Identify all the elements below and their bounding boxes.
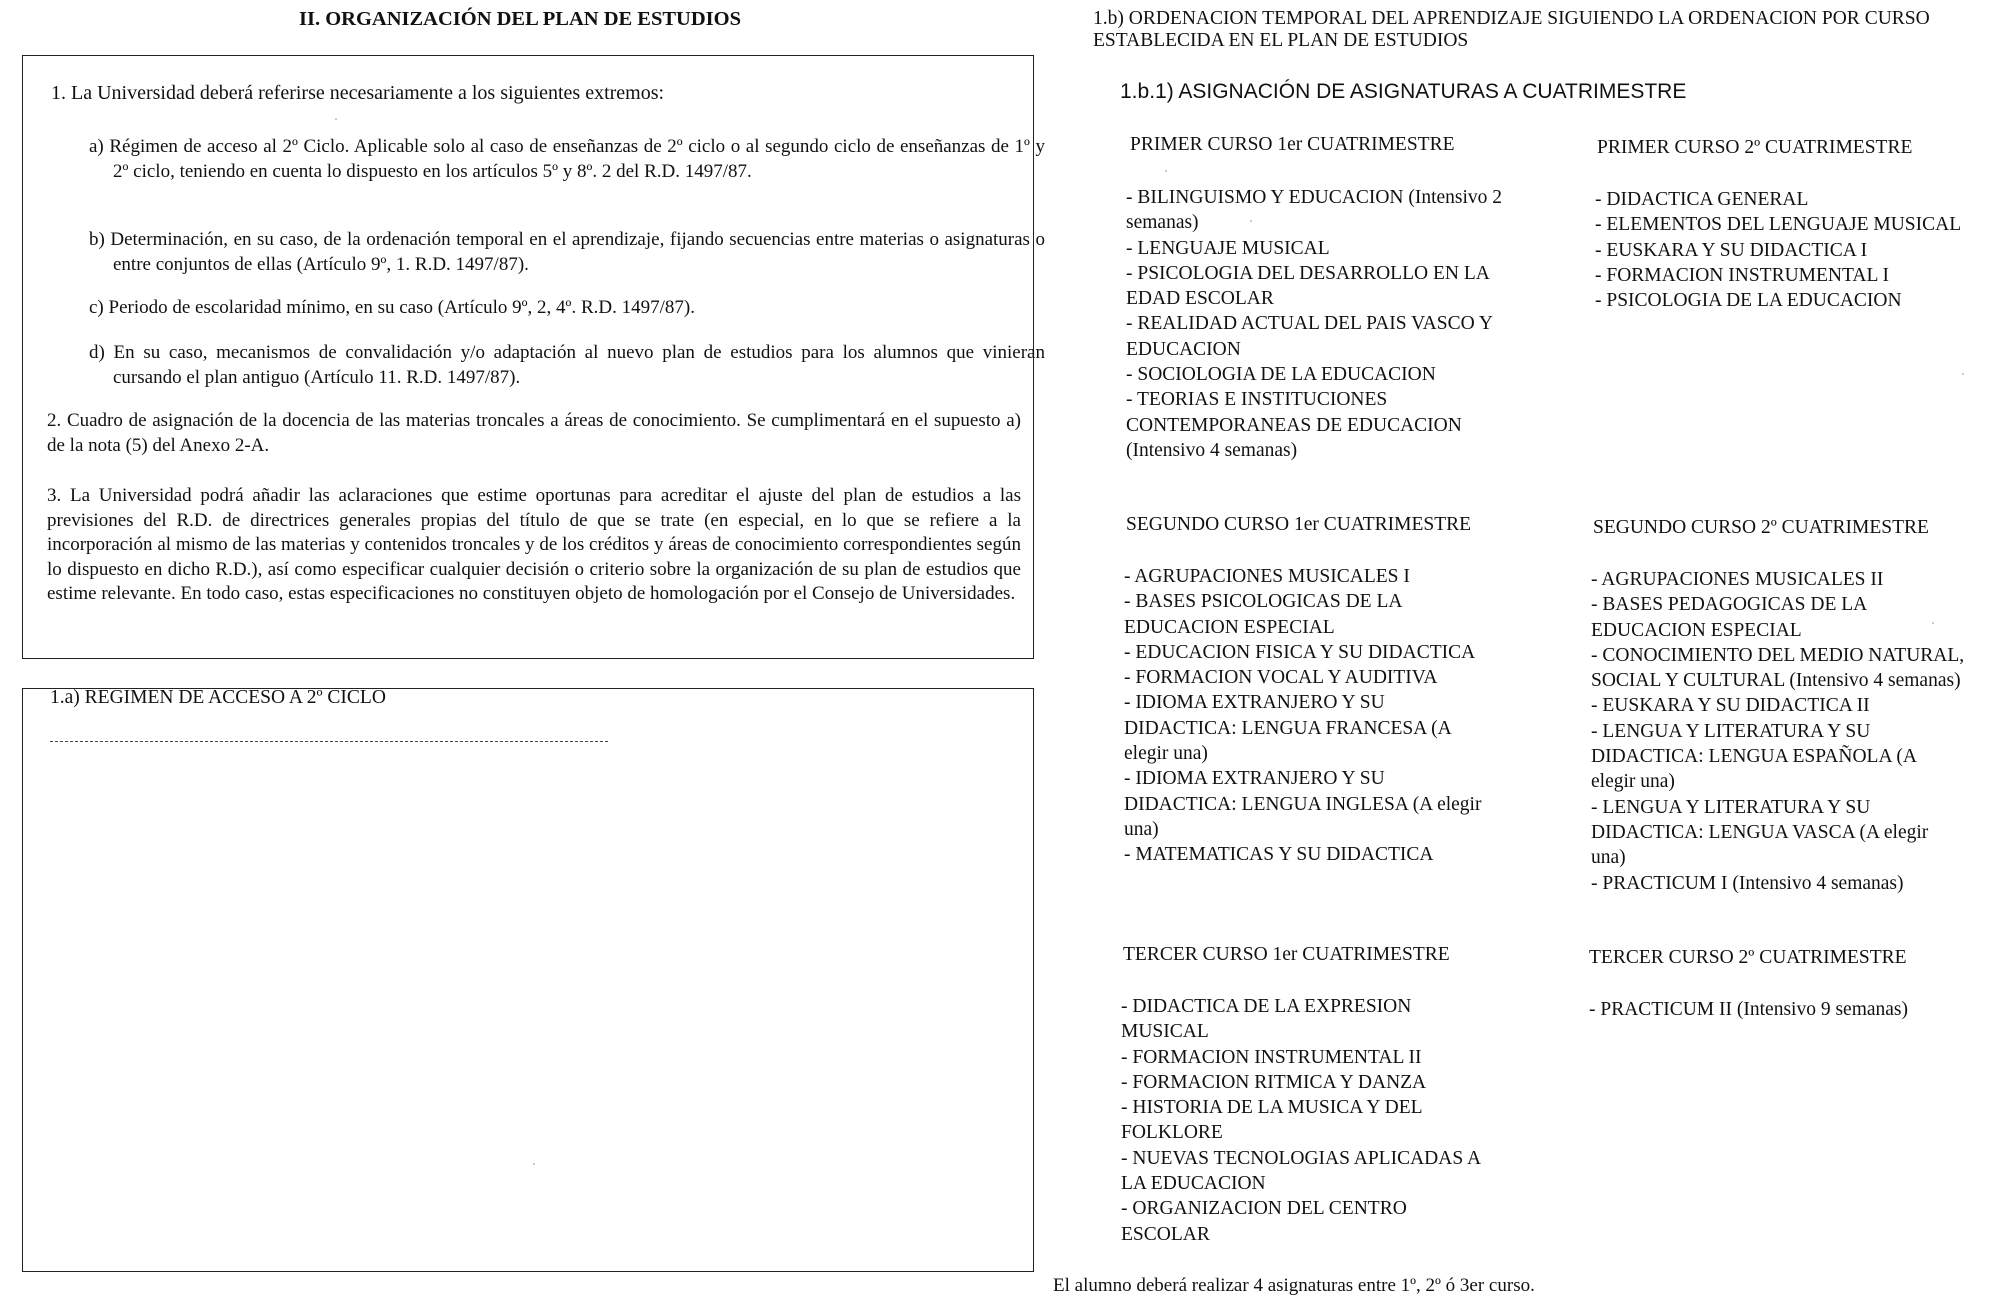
course-line: - EDUCACION FISICA Y SU DIDACTICA	[1124, 641, 1476, 663]
course-line: EDUCACION ESPECIAL	[1124, 616, 1335, 638]
course-list-2-2	[1591, 567, 2006, 896]
course-list-2-1	[1124, 564, 1564, 868]
scan-speck	[1250, 220, 1252, 222]
semester-title-3-1: TERCER CURSO 1er CUATRIMESTRE	[1123, 944, 1450, 965]
semester-title-2-2: SEGUNDO CURSO 2º CUATRIMESTRE	[1593, 517, 1929, 538]
ordering-heading: 1.b) ORDENACION TEMPORAL DEL APRENDIZAJE SIGUIENDO LA ORDENACION POR CURSO ESTABLECIDA EN EL PLAN DE ESTUDIOS	[1093, 8, 1930, 51]
instructions-box	[22, 55, 1045, 659]
course-line: MUSICAL	[1121, 1021, 1209, 1043]
course-line: - LENGUAJE MUSICAL	[1126, 237, 1330, 259]
scan-speck	[1165, 170, 1167, 172]
course-line: - BASES PSICOLOGICAS DE LA	[1124, 591, 1403, 613]
course-line: - FORMACION INSTRUMENTAL I	[1595, 264, 1890, 286]
assignment-subheading: 1.b.1) ASIGNACIÓN DE ASIGNATURAS A CUATRIMESTRE	[1120, 80, 1687, 103]
course-line: elegir una)	[1124, 743, 1208, 765]
course-line: (Intensivo 4 semanas)	[1126, 439, 1298, 461]
course-line: - BASES PEDAGOGICAS DE LA	[1591, 594, 1868, 616]
course-line: - DIDACTICA GENERAL	[1595, 189, 1809, 210]
course-line: - FORMACION VOCAL Y AUDITIVA	[1124, 667, 1438, 689]
course-line: - IDIOMA EXTRANJERO Y SU	[1124, 692, 1385, 714]
course-line: - EUSKARA Y SU DIDACTICA II	[1591, 695, 1870, 717]
course-line: EDUCACION	[1126, 338, 1241, 360]
course-line: una)	[1591, 847, 1626, 869]
access-regime-box	[22, 688, 1034, 1272]
section-title: II. ORGANIZACIÓN DEL PLAN DE ESTUDIOS	[299, 8, 741, 30]
course-line: - REALIDAD ACTUAL DEL PAIS VASCO Y	[1126, 313, 1493, 335]
access-regime-title: 1.a) REGIMEN DE ACCESO A 2º CICLO	[50, 687, 386, 708]
course-line: - FORMACION INSTRUMENTAL II	[1121, 1046, 1422, 1068]
instruction-1d: d) En su caso, mecanismos de convalidación y/o adaptación al nuevo plan de estudios para los alumnos que vinieran cursando el plan antiguo (Artículo 11. R.D. 1497/87).	[89, 342, 1045, 388]
course-line: EDUCACION ESPECIAL	[1591, 619, 1802, 641]
course-line: SOCIAL Y CULTURAL (Intensivo 4 semanas)	[1591, 670, 1961, 692]
course-line: elegir una)	[1591, 771, 1675, 793]
scan-speck	[533, 1163, 535, 1165]
course-line: EDAD ESCOLAR	[1126, 288, 1274, 310]
course-line: DIDACTICA: LENGUA VASCA (A elegir	[1591, 821, 1929, 843]
instruction-1b: b) Determinación, en su caso, de la ordenación temporal en el aprendizaje, fijando secuencias entre materias o asignaturas o entre conjuntos de ellas (Artículo 9º, 1. R.D. 1497/87).	[89, 229, 1045, 275]
course-line: - IDIOMA EXTRANJERO Y SU	[1124, 768, 1385, 790]
course-line: - MATEMATICAS Y SU DIDACTICA	[1124, 844, 1434, 866]
course-line: FOLKLORE	[1121, 1122, 1223, 1144]
dashed-line	[50, 741, 608, 742]
instruction-1c: c) Periodo de escolaridad mínimo, en su caso (Artículo 9º, 2, 4º. R.D. 1497/87).	[89, 297, 695, 318]
course-list-1-1	[1126, 185, 1566, 463]
instruction-1: 1. La Universidad deberá referirse necesariamente a los siguientes extremos:	[51, 82, 665, 104]
instruction-1a: a) Régimen de acceso al 2º Ciclo. Aplicable solo al caso de enseñanzas de 2º ciclo o al segundo ciclo de enseñanzas de 1º y 2º ciclo, teniendo en cuenta lo dispuesto en los artículos 5º y 8º. 2 del R.D. 1497/87.	[89, 136, 1045, 182]
course-line: una)	[1124, 818, 1159, 840]
course-line: CONTEMPORANEAS DE EDUCACION	[1126, 414, 1462, 436]
instruction-2: 2. Cuadro de asignación de la docencia de las materias troncales a áreas de conocimiento. Se cumplimentará en el supuesto a) de la nota (5) del Anexo 2-A.	[47, 410, 1021, 456]
course-line: - CONOCIMIENTO DEL MEDIO NATURAL,	[1591, 644, 1965, 666]
course-line: - DIDACTICA DE LA EXPRESION	[1121, 996, 1412, 1017]
course-line: - AGRUPACIONES MUSICALES I	[1124, 566, 1410, 587]
course-line: LA EDUCACION	[1121, 1173, 1266, 1195]
course-list-3-2	[1589, 997, 2004, 1022]
course-line: - ORGANIZACION DEL CENTRO	[1121, 1198, 1407, 1220]
course-line: - PRACTICUM I (Intensivo 4 semanas)	[1591, 872, 1904, 894]
semester-title-1-2: PRIMER CURSO 2º CUATRIMESTRE	[1597, 137, 1913, 158]
course-line: DIDACTICA: LENGUA INGLESA (A elegir	[1124, 793, 1482, 815]
course-line: - ELEMENTOS DEL LENGUAJE MUSICAL	[1595, 214, 1962, 236]
scan-speck	[1962, 373, 1964, 375]
course-line: - PRACTICUM II (Intensivo 9 semanas)	[1589, 999, 1908, 1020]
course-line: - NUEVAS TECNOLOGIAS APLICADAS A	[1121, 1147, 1482, 1169]
course-line: - PSICOLOGIA DEL DESARROLLO EN LA	[1126, 262, 1490, 284]
instruction-3: 3. La Universidad podrá añadir las aclaraciones que estime oportunas para acreditar el ajuste del plan de estudios a las previsiones del R.D. de directrices generales propias del título de que se trate (en especial, en lo que se refiere a la incorporación al mismo de las materias y contenidos troncales y de los créditos y áreas de conocimiento correspondientes según lo dispuesto en dicho R.D.), así como especificar cualquier decisión o criterio sobre la organización de su plan de estudios que estime relevante. En todo caso, estas especificaciones no constituyen objeto de homologación por el Consejo de Universidades.	[47, 485, 1021, 604]
course-line: semanas)	[1126, 212, 1199, 234]
scan-speck	[1932, 622, 1934, 624]
course-line: - PSICOLOGIA DE LA EDUCACION	[1595, 290, 1902, 312]
course-line: ESCOLAR	[1121, 1223, 1210, 1245]
course-line: - HISTORIA DE LA MUSICA Y DEL	[1121, 1097, 1423, 1119]
course-line: DIDACTICA: LENGUA FRANCESA (A	[1124, 717, 1452, 739]
footer-note: El alumno deberá realizar 4 asignaturas entre 1º, 2º ó 3er curso.	[1053, 1275, 1535, 1296]
course-list-3-1	[1121, 994, 1561, 1247]
course-line: - AGRUPACIONES MUSICALES II	[1591, 569, 1884, 590]
course-line: - TEORIAS E INSTITUCIONES	[1126, 389, 1388, 411]
semester-title-3-2: TERCER CURSO 2º CUATRIMESTRE	[1589, 947, 1907, 968]
course-line: - SOCIOLOGIA DE LA EDUCACION	[1126, 364, 1436, 386]
scan-speck	[335, 118, 337, 120]
course-line: - BILINGUISMO Y EDUCACION (Intensivo 2	[1126, 187, 1503, 208]
course-line: DIDACTICA: LENGUA ESPAÑOLA (A	[1591, 746, 1917, 768]
semester-title-2-1: SEGUNDO CURSO 1er CUATRIMESTRE	[1126, 514, 1472, 535]
semester-title-1-1: PRIMER CURSO 1er CUATRIMESTRE	[1130, 134, 1455, 155]
course-line: - LENGUA Y LITERATURA Y SU	[1591, 796, 1871, 818]
course-line: - FORMACION RITMICA Y DANZA	[1121, 1071, 1427, 1093]
course-line: - EUSKARA Y SU DIDACTICA I	[1595, 239, 1868, 261]
course-line: - LENGUA Y LITERATURA Y SU	[1591, 720, 1871, 742]
course-list-1-2	[1595, 187, 2005, 313]
